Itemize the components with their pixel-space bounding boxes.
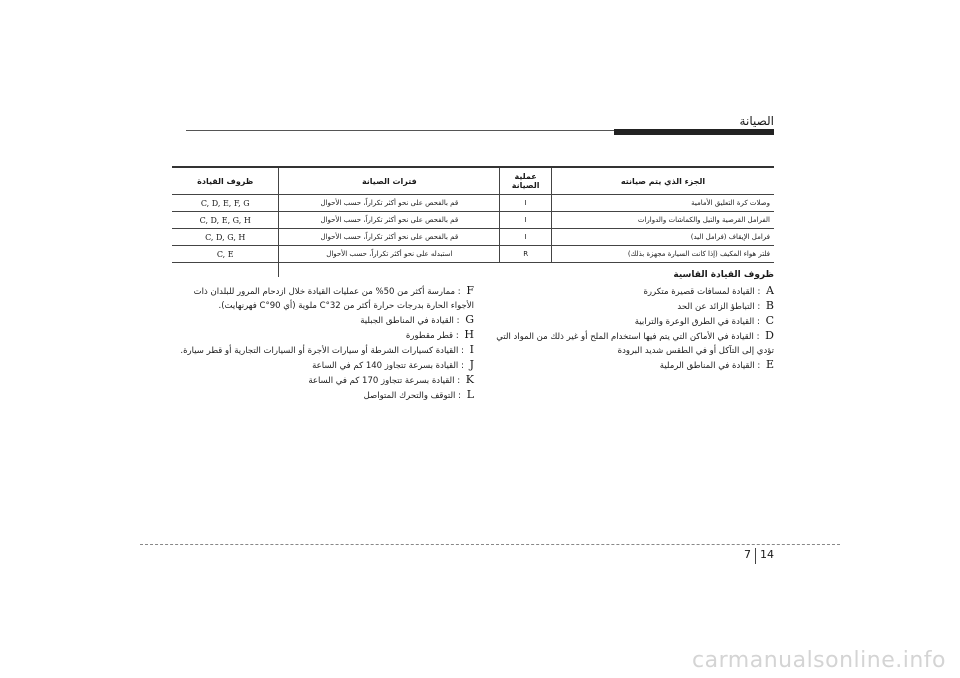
condition-item: C : القيادة في الطرق الوعرة والترابية [634,314,774,327]
condition-item: E : القيادة في المناطق الرملية [659,358,774,371]
condition-item: K : القيادة بسرعة تتجاوز 170 كم في الساعة [308,373,474,386]
condition-code: B [765,299,774,312]
cell-type: R [500,246,552,263]
condition-text: القيادة بسرعة تتجاوز 170 كم في الساعة [308,376,455,386]
cell-part: فرامل الإيقاف (فرامل اليد) [552,229,774,246]
condition-text: ممارسة أكثر من 50% من عمليات القيادة خلال ازدحام المرور للبلدان ذات الأجواء الحارة بدرجات حرارة أكثر من 32°C ملوية (أي 90°C فهرنهايت). [193,287,474,311]
condition-code: A [766,284,774,297]
condition-item: G : القيادة في المناطق الجبلية [360,313,474,326]
footer-rule [140,544,840,545]
header-interval: فترات الصيانة [279,167,500,195]
conditions-list-right [490,284,774,373]
conditions-heading: ظروف القيادة القاسية [673,270,774,280]
condition-text: القيادة في المناطق الرملية [659,361,755,371]
page-title: الصيانة [739,114,774,128]
condition-text: قطر مقطورة [405,331,454,341]
condition-item: A : القيادة لمسافات قصيرة متكررة [643,284,774,297]
header-conditions: ظروف القيادة [172,167,279,195]
cell-interval: قم بالفحص على نحو أكثر تكراراً، حسب الأحوال [279,212,500,229]
condition-text: القيادة في المناطق الجبلية [360,316,454,326]
condition-code: C [765,314,774,327]
condition-code: D [765,329,774,342]
chapter-number: 7 [744,548,751,561]
condition-text: القيادة لمسافات قصيرة متكررة [643,287,755,297]
cell-type: I [500,195,552,212]
condition-code: K [465,373,474,386]
cell-conditions: C, D, E, G, H [172,212,279,229]
conditions-list-left [170,284,474,403]
cell-part: فلتر هواء المكيف (إذا كانت السيارة مجهزة بذلك) [552,246,774,263]
cell-part: الفرامل القرصية والتيل والكماشات والدوارات [552,212,774,229]
condition-item: F : ممارسة أكثر من 50% من عمليات القيادة خلال ازدحام المرور للبلدان ذات الأجواء الحارة بدرجات حرارة أكثر من 32°C ملوية (أي 90°C فهرنهايت). [193,284,474,311]
table-row [172,246,774,263]
condition-text: التباطؤ الزائد عن الحد [677,302,755,312]
condition-text: القيادة في الطرق الوعرة والترابية [634,317,755,327]
condition-code: E [765,358,774,371]
maintenance-table [172,166,774,263]
cell-conditions: C, E [172,246,279,263]
condition-text: التوقف والتحرك المتواصل [363,391,456,401]
condition-text: القيادة بسرعة تتجاوز 140 كم في الساعة [312,361,459,371]
page-number-value: 14 [760,548,774,561]
condition-item: H : قطر مقطورة [405,328,474,341]
table-row [172,195,774,212]
table-divider-stub [278,259,279,277]
condition-code: H [464,328,474,341]
cell-interval: قم بالفحص على نحو أكثر تكراراً، حسب الأحوال [279,195,500,212]
condition-text: القيادة في الأماكن التي يتم فيها استخدام الملح أو غير ذلك من المواد التي تؤدي إلى التآكل أو في الطقس شديد البرودة [496,332,774,356]
table-row [172,212,774,229]
condition-item: B : التباطؤ الزائد عن الحد [677,299,774,312]
condition-item: D : القيادة في الأماكن التي يتم فيها استخدام الملح أو غير ذلك من المواد التي تؤدي إلى التآكل أو في الطقس شديد البرودة [496,329,774,356]
table-row [172,229,774,246]
table-header-row [172,167,774,195]
condition-code: F [466,284,474,297]
header-type: عملية الصيانة [500,167,552,195]
header-accent-bar [614,129,774,135]
condition-item: L : التوقف والتحرك المتواصل [363,388,474,401]
cell-type: I [500,212,552,229]
condition-code: J [469,358,474,371]
condition-item: I : القيادة كسيارات الشرطة أو سيارات الأجرة أو السيارات التجارية أو قطر سيارة. [180,343,474,356]
condition-code: I [469,343,474,356]
cell-interval: استبدله على نحو أكثر تكراراً، حسب الأحوال [279,246,500,263]
condition-text: القيادة كسيارات الشرطة أو سيارات الأجرة أو السيارات التجارية أو قطر سيارة. [180,346,459,356]
condition-code: G [465,313,474,326]
cell-interval: قم بالفحص على نحو أكثر تكراراً، حسب الأحوال [279,229,500,246]
cell-conditions: C, D, E, F, G [172,195,279,212]
cell-conditions: C, D, G, H [172,229,279,246]
condition-item: J : القيادة بسرعة تتجاوز 140 كم في الساعة [312,358,474,371]
page-number [744,548,774,564]
cell-type: I [500,229,552,246]
header-part: الجزء الذي يتم صيانته [552,167,774,195]
cell-part: وصلات كرة التعليق الأمامية [552,195,774,212]
watermark: carmanualsonline.info [692,648,946,673]
page-number-separator [755,548,756,564]
condition-code: L [466,388,474,401]
